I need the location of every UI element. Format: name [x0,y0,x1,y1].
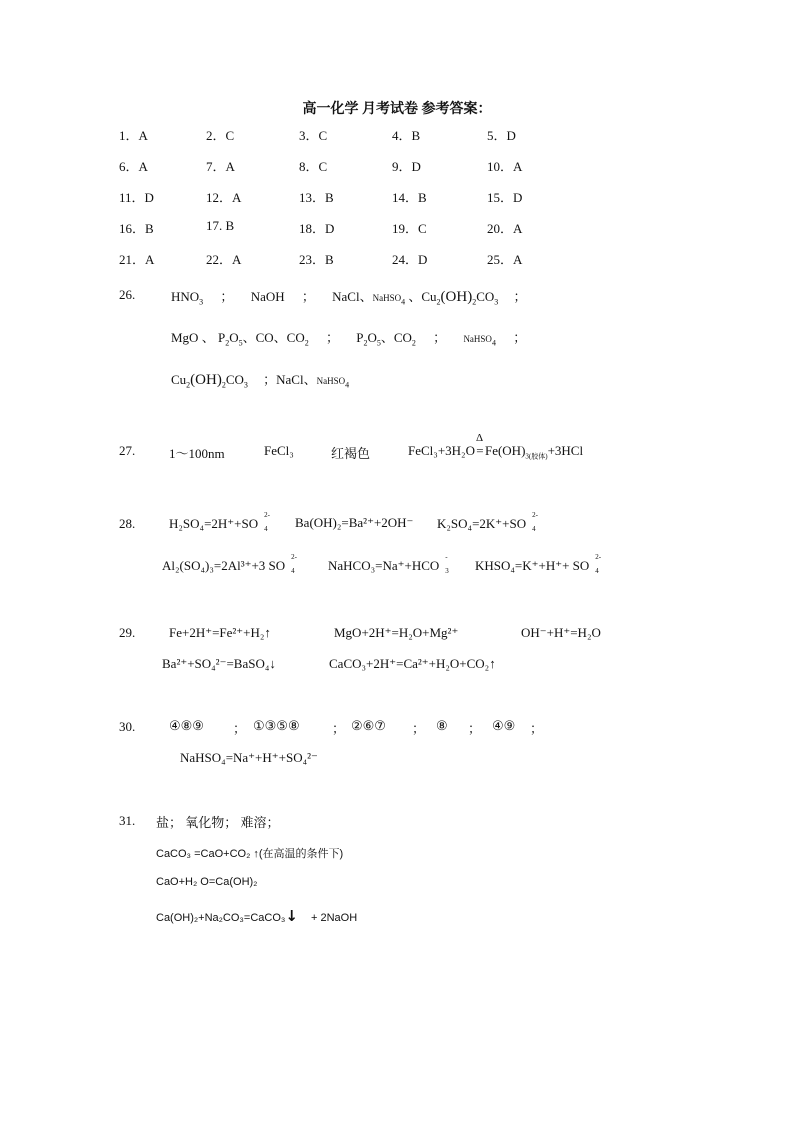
separator: ； [301,289,315,304]
question-number: 28. [119,516,136,531]
answer-item: 25．A [487,252,523,267]
equation [408,432,584,462]
q30-answer: ②⑥⑦ [351,718,386,733]
separator: ； [433,330,447,345]
formula: MgO [171,330,199,345]
ionic-eq: MgO+2H⁺=H₂O+Mg²⁺ [334,625,459,640]
ionic-eq: Fe+2H⁺=Fe²⁺+H₂↑ [169,625,271,640]
question-number: 29. [119,625,136,640]
equation-text: H₂SO₄=2H⁺+SO [169,516,259,531]
answer-item: 15．D [487,190,523,205]
precipitate-arrow-icon: ↓ [285,907,298,925]
equals-sign: = Δ [475,432,484,458]
q26-line-2: MgO 、 $P_2O_5$、CO、$CO_2$ ； $P_2O_5$、$CO_2$ ； NaHSO$_4$ ； [171,330,527,348]
answer-item: 17. B [206,218,235,233]
equation-text: HCO [411,558,440,573]
separator: 、 [408,289,422,304]
separator: ； [513,289,527,304]
formula: NaCl [332,289,360,304]
reagent: FeCl₃ [264,443,294,458]
reaction-eq: CaO+H₂ O=Ca(OH)₂ [156,876,258,888]
separator: ； [468,721,482,736]
q30-answer: ④⑧⑨ [169,718,204,733]
reaction-eq [156,907,357,925]
separator: 、 [201,330,215,345]
formula: P [356,330,364,345]
equation-text: K₂SO₄=2K⁺+SO [437,516,527,531]
question-number: 27. [119,443,136,458]
answer-item: 24．D [392,252,428,267]
question-number: 30. [119,719,136,734]
ionic-eq: Ba²⁺+SO₄²⁻=BaSO₄↓ [162,656,276,671]
ion-script: - 3 [445,553,449,575]
equation-right: Fe(OH) [484,443,526,458]
answer-item: 2．C [206,128,235,143]
ionization-eq [162,553,299,575]
equation-text: Ca(OH)₂+Na₂CO₃=CaCO₃ [156,912,286,924]
ion-script: 2- 4 [595,553,602,575]
separator: ； [412,721,426,736]
ionization-eq [328,553,453,575]
answer-item: 13．B [299,190,334,205]
answer-item: 1．A [119,128,148,143]
answer-item: 12．A [206,190,242,205]
answer-item: 6．A [119,159,148,174]
answer-item: 7．A [206,159,235,174]
ionic-eq: CaCO₃+2H⁺=Ca²⁺+H₂O+CO₂↑ [329,656,496,671]
formula: Cu [171,372,187,387]
formula: P [217,330,226,345]
ionization-eq [169,511,272,533]
formula: NaHSO [372,293,402,303]
formula: (OH) [440,289,473,305]
separator: ； [220,289,234,304]
formula: 、CO、CO [242,330,305,345]
answer-item: 14．B [392,190,427,205]
separator: ； [325,330,339,345]
formula: CO [225,372,244,387]
question-number: 31. [119,813,136,828]
answer-item: 21．A [119,252,155,267]
ionization-eq [437,511,540,533]
answer-item: 19．C [392,221,427,236]
answer-item: 3．C [299,128,328,143]
formula: NaOH [250,289,285,304]
answer-item: 10．A [487,159,523,174]
formula: (OH) [190,372,222,388]
colloid-size: 1～100nm [169,446,225,461]
q26-line-1: $HNO_3$ ； NaOH ； NaCl、NaHSO$_4$ 、$Cu_2(OH)_2CO_3$ ； [171,289,527,307]
q26-line-3: $Cu_2(OH)_2CO_3$ ；NaCl、NaHSO$_4$ [171,372,350,390]
question-number: 26. [119,287,136,302]
equation-text: + 2NaOH [311,912,358,924]
equation-text: SO [268,558,286,573]
color-answer: 红褐色 [331,446,371,461]
answer-item: 20．A [487,221,523,236]
separator: 、 [359,289,373,304]
answer-item: 4．B [392,128,421,143]
formula: ；NaCl、 [263,372,317,387]
answer-item: 8．C [299,159,328,174]
formula: NaHSO [463,334,492,344]
equation-left: FeCl₃+3H₂O [408,443,475,458]
answer-item: 22．A [206,252,242,267]
answer-item: 18．D [299,221,335,236]
answer-item: 9．D [392,159,421,174]
equation-text: SO [572,558,590,573]
ion-script: 2- 4 [264,511,270,533]
separator: ； [233,721,247,736]
delta-icon: Δ [475,432,484,444]
equation-right: +3HCl [547,443,584,458]
equation-text: NaHCO₃=Na⁺+ [328,558,412,573]
equation-text: Al₂(SO₄)₃=2Al³⁺+3 [162,558,266,573]
formula: Cu [421,289,437,304]
formula: HNO [171,289,200,304]
separator: ； [530,721,544,736]
answer-item: 5．D [487,128,516,143]
answer-item: 11．D [119,190,154,205]
formula: CO [476,289,495,304]
separator: ； [332,721,346,736]
ionization-eq: NaHSO₄=Na⁺+H⁺+SO₄²⁻ [180,750,318,765]
answer-item: 16．B [119,221,154,236]
q30-answer: ④⑨ [492,718,516,733]
subscript: 3(胶体) [525,452,548,461]
ionization-eq [475,553,603,575]
q30-answer: ⑧ [436,718,448,733]
q31-answer: 盐； 氧化物； 难溶； [156,815,280,830]
q30-answer: ①③⑤⑧ [253,718,300,733]
formula: NaHSO [316,376,346,386]
ionic-eq: OH⁻+H⁺=H₂O [521,625,601,640]
formula: O [367,330,377,345]
ion-script: 2- 4 [291,553,298,575]
equation-text: KHSO₄=K⁺+H⁺+ [475,558,570,573]
answer-item: 23．B [299,252,334,267]
formula: O [229,330,239,345]
ionization-eq: Ba(OH)₂=Ba²⁺+2OH⁻ [295,515,414,530]
reaction-eq: CaCO₃ =CaO+CO₂ ↑(在高温的条件下) [156,848,344,860]
ion-script: 2- 4 [532,511,538,533]
separator: ； [513,330,527,345]
page-title: 高一化学 月考试卷 参考答案： [302,102,492,117]
formula: 、CO [380,330,412,345]
